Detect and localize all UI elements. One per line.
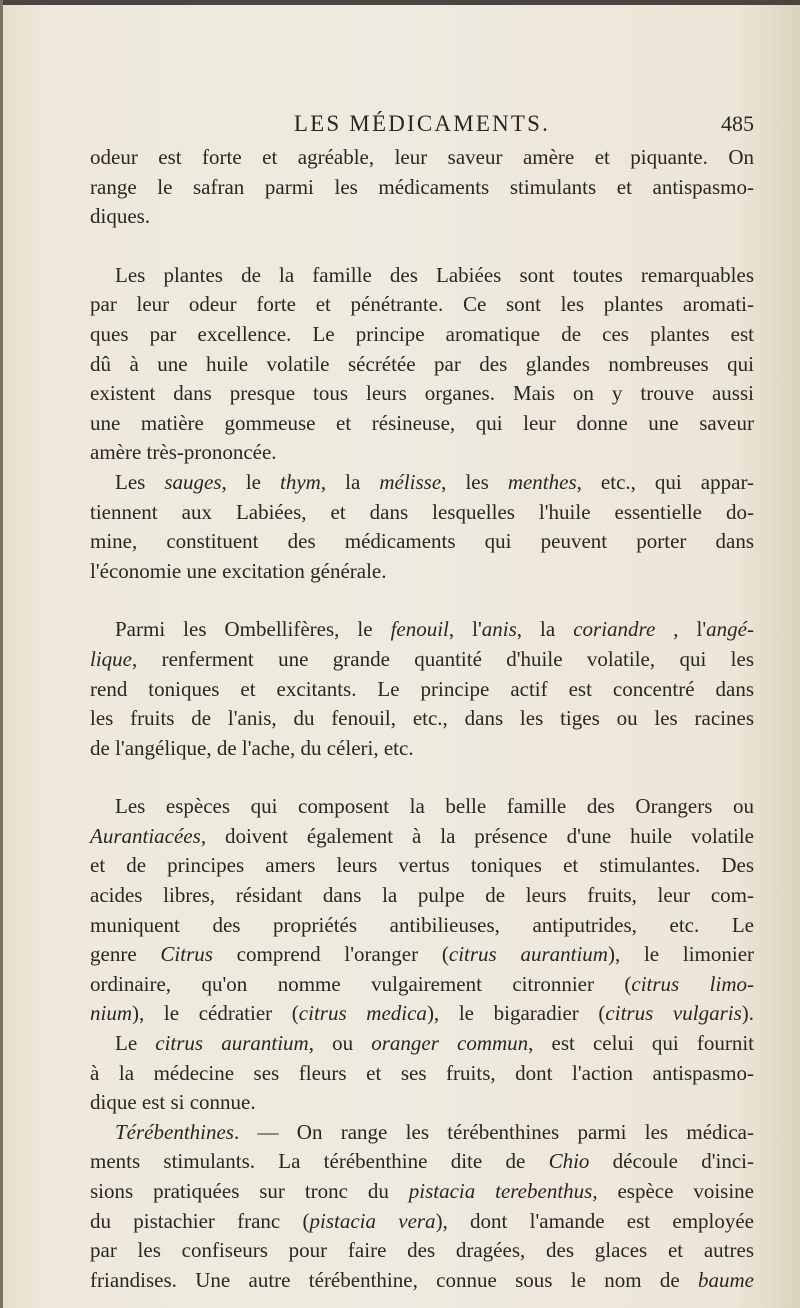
body-text [90,143,754,1295]
text-line: l'économie une excitation générale. [90,558,387,583]
scan-top-edge [0,0,800,5]
scan-left-edge [0,0,3,1308]
text-line: ments stimulants. La térébenthine dite de Chio découle d'inci- [90,1149,754,1174]
text-line: dique est si connue. [90,1090,256,1115]
text-line: ordinaire, qu'on nomme vulgairement citronnier (citrus limo- [90,971,754,996]
text-line: acides libres, résidant dans la pulpe de leurs fruits, leur com- [90,883,754,908]
text-line: tiennent aux Labiées, et dans lesquelles l'huile essentielle do- [90,499,754,524]
text-line: Les sauges, le thym, la mélisse, les menthes, etc., qui appar- [115,469,755,494]
text-line: sions pratiquées sur tronc du pistacia terebenthus, espèce voisine [90,1179,754,1203]
page-header [90,111,754,141]
paragraph-orangers [90,792,754,1118]
text-line: par les confiseurs pour faire des dragées, des glaces et autres [90,1238,754,1263]
text-line: Les espèces qui composent la belle famille des Orangers ou [115,794,754,819]
text-line: par leur odeur forte et pénétrante. Ce sont les plantes aromati- [90,292,754,317]
text-line: amère très-prononcée. [90,440,277,465]
text-line: Les plantes de la famille des Labiées sont toutes remarquables [115,262,754,287]
paragraph-ombelliferes [90,615,754,763]
paragraph-sauges [90,468,754,586]
text-line: existent dans presque tous leurs organes. Mais on y trouve aussi [90,381,754,406]
text-line: rend toniques et excitants. Le principe actif est concentré dans [90,676,754,701]
text-line: du pistachier franc (pistacia vera), dont l'amande est employée [90,1208,754,1233]
paragraph-saffron [90,143,754,232]
text-line: range le safran parmi les médicaments stimulants et antispasmo- [90,174,754,199]
text-line: diques. [90,204,151,229]
text-line: Aurantiacées, doivent également à la présence d'une huile volatile [90,823,754,848]
text-line: lique, renferment une grande quantité d'huile volatile, qui les [90,646,754,671]
running-title: LES MÉDICAMENTS. [293,111,551,136]
paragraph-labiees [90,261,754,468]
page-number: 485 [721,111,754,136]
text-line: une matière gommeuse et résineuse, qui leur donne une saveur [90,410,754,435]
paragraph-terebenthines [90,1118,754,1296]
text-line: mine, constituent des médicaments qui peuvent porter dans [90,529,754,554]
text-line: Térébenthines. — On range les térébenthines parmi les médica- [115,1119,754,1144]
text-line: les fruits de l'anis, du fenouil, etc., dans les tiges ou les racines [90,706,754,731]
text-line: à la médecine ses fleurs et ses fruits, dont l'action antispasmo- [90,1060,754,1085]
text-line: ques par excellence. Le principe aromatique de ces plantes est [90,321,754,346]
text-line: Le citrus aurantium, ou oranger commun, est celui qui fournit [115,1031,754,1056]
text-line: genre Citrus comprend l'oranger (citrus aurantium), le limonier [90,942,755,967]
text-line: friandises. Une autre térébenthine, connue sous le nom de baume [90,1267,754,1292]
text-line: muniquent des propriétés antibilieuses, antiputrides, etc. Le [90,912,754,937]
text-line: Parmi les Ombellifères, le fenouil, l'anis, la coriandre , l'angé- [115,617,754,642]
text-line: odeur est forte et agréable, leur saveur amère et piquante. On [90,145,754,169]
text-line: de l'angélique, de l'ache, du céleri, etc. [90,735,414,760]
text-line: et de principes amers leurs vertus toniques et stimulantes. Des [90,853,754,878]
text-line: dû à une huile volatile sécrétée par des glandes nombreuses qui [90,351,754,376]
text-line: nium), le cédratier (citrus medica), le bigaradier (citrus vulgaris). [90,1001,754,1026]
